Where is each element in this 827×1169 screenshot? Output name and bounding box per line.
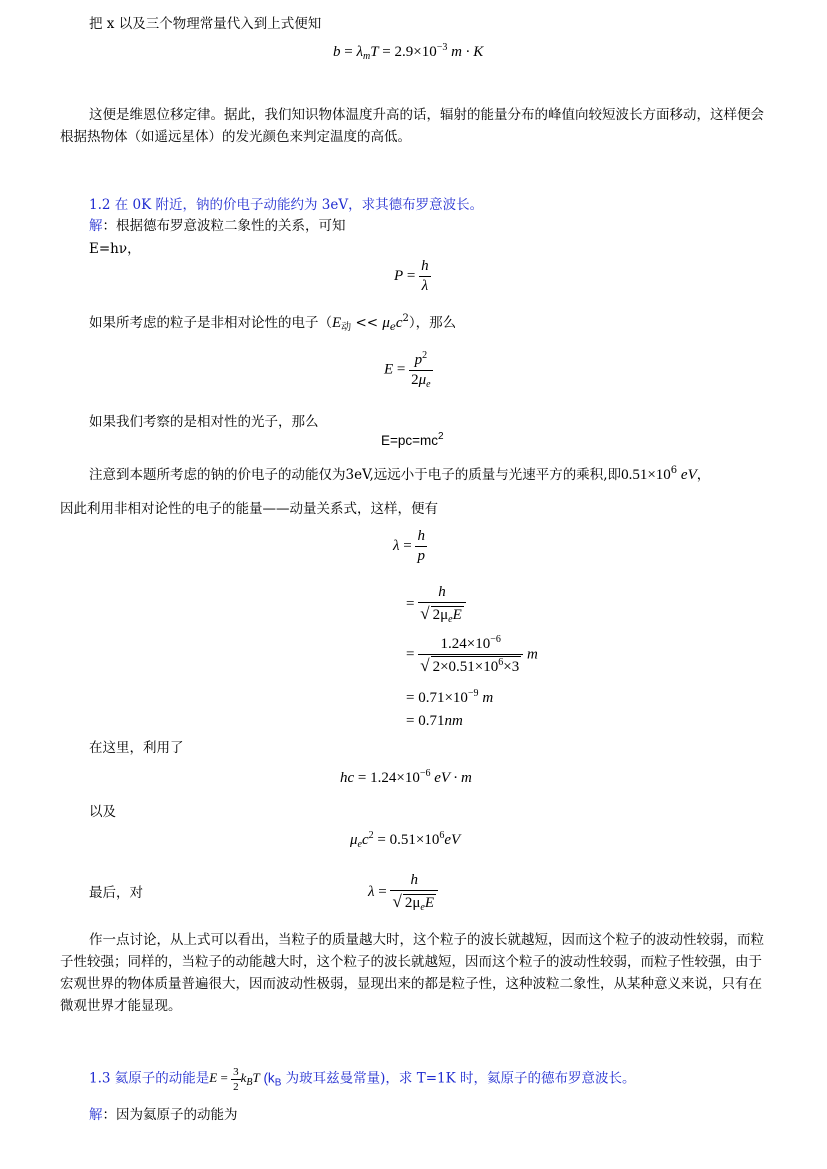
wavelength-line-2: = $\frac{h}{√ 2\mu_eE}$	[406, 584, 466, 625]
and-line: 以及	[89, 804, 116, 820]
question-1-2-title: 1.2 在 0K 附近，钠的价电子动能约为 3eV，求其德布罗意波长。	[89, 197, 484, 213]
wien-paragraph: 这便是维恩位移定律。据此，我们知识物体温度升高的话，辐射的能量分布的峰值向较短波长方面移动，这样便会根据热物体（如遥远星体）的发光颜色来判定温度的高低。	[60, 107, 764, 145]
finally-line: 最后，对	[89, 885, 143, 901]
note-line-2: 因此利用非相对论性的电子的能量——动量关系式，这样，便有	[60, 501, 438, 517]
solution-1-3-intro: 解：因为氦原子的动能为	[89, 1107, 238, 1123]
wavelength-line-1: λ = $\frac{h}{p}$	[393, 528, 425, 564]
intro-line: 把 x 以及三个物理常量代入到上式便知	[89, 16, 322, 32]
e-hv-line: E=hν，	[89, 241, 141, 257]
wien-equation: $b = \lambda_mT = 2.9\times 10^{-3}$ m · K	[333, 42, 484, 62]
kinetic-energy-equation: E = $\frac{p^2}{2\mu_e}$	[384, 350, 431, 390]
nonrelativistic-line: 如果所考虑的粒子是非相对论性的电子$(E_动 << \mu_ec^2)$，那么	[89, 313, 457, 333]
discussion-paragraph: 作一点讨论，从上式可以看出，当粒子的质量越大时，这个粒子的波长就越短，因而这个粒子的波动性较弱，而粒子性较强；同样的，当粒子的动能越大时，这个粒子的波长就越短，因而这个粒子的波动性较弱，而粒子性较强，由于宏观世界的物体质量普遍很大，因而波动性极弱，显现出来的都是粒子性，这种波粒二象性，从某种意义来说，只有在微观世界才能显现。	[60, 932, 764, 1014]
momentum-equation: P = $\frac{h}{\lambda}$	[394, 258, 429, 294]
hc-equation: hc = $1.24\times 10^{-6}$ eV · m	[340, 768, 472, 786]
wavelength-line-4: = $0.71\times 10^{-9}$ m	[406, 688, 494, 706]
final-wavelength-equation: λ = $\frac{h}{√ 2\mu_eE}$	[368, 872, 438, 913]
photon-energy-equation: $E=pc=mc^2$	[381, 431, 444, 448]
note-line-1: 注意到本题所考虑的钠的价电子的动能仅为3eV,远远小于电子的质量与光速平方的乘积,即$0.51\times 10^6$ eV，	[89, 465, 711, 483]
wavelength-line-5: = 0.71nm	[406, 713, 463, 729]
question-1-3-title: 1.3 氦原子的动能是E = $\frac{3}{2}$ $k_BT$ ($k_B$ 为玻耳兹曼常量)，求 T=1K 时，氦原子的德布罗意波长。	[89, 1066, 636, 1093]
wavelength-line-3: = $\frac{1.24\times 10^{-6}}{√ 2\times 0.51\times 10^6\times 3}$ m	[406, 634, 538, 675]
here-used-line: 在这里，利用了	[89, 740, 184, 756]
electron-rest-energy-equation: $\mu_ec^2 = 0.51\times 10^6eV$	[350, 830, 461, 850]
solution-1-2-intro: 解：根据德布罗意波粒二象性的关系，可知	[89, 218, 346, 234]
relativistic-line: 如果我们考察的是相对性的光子，那么	[89, 414, 319, 430]
